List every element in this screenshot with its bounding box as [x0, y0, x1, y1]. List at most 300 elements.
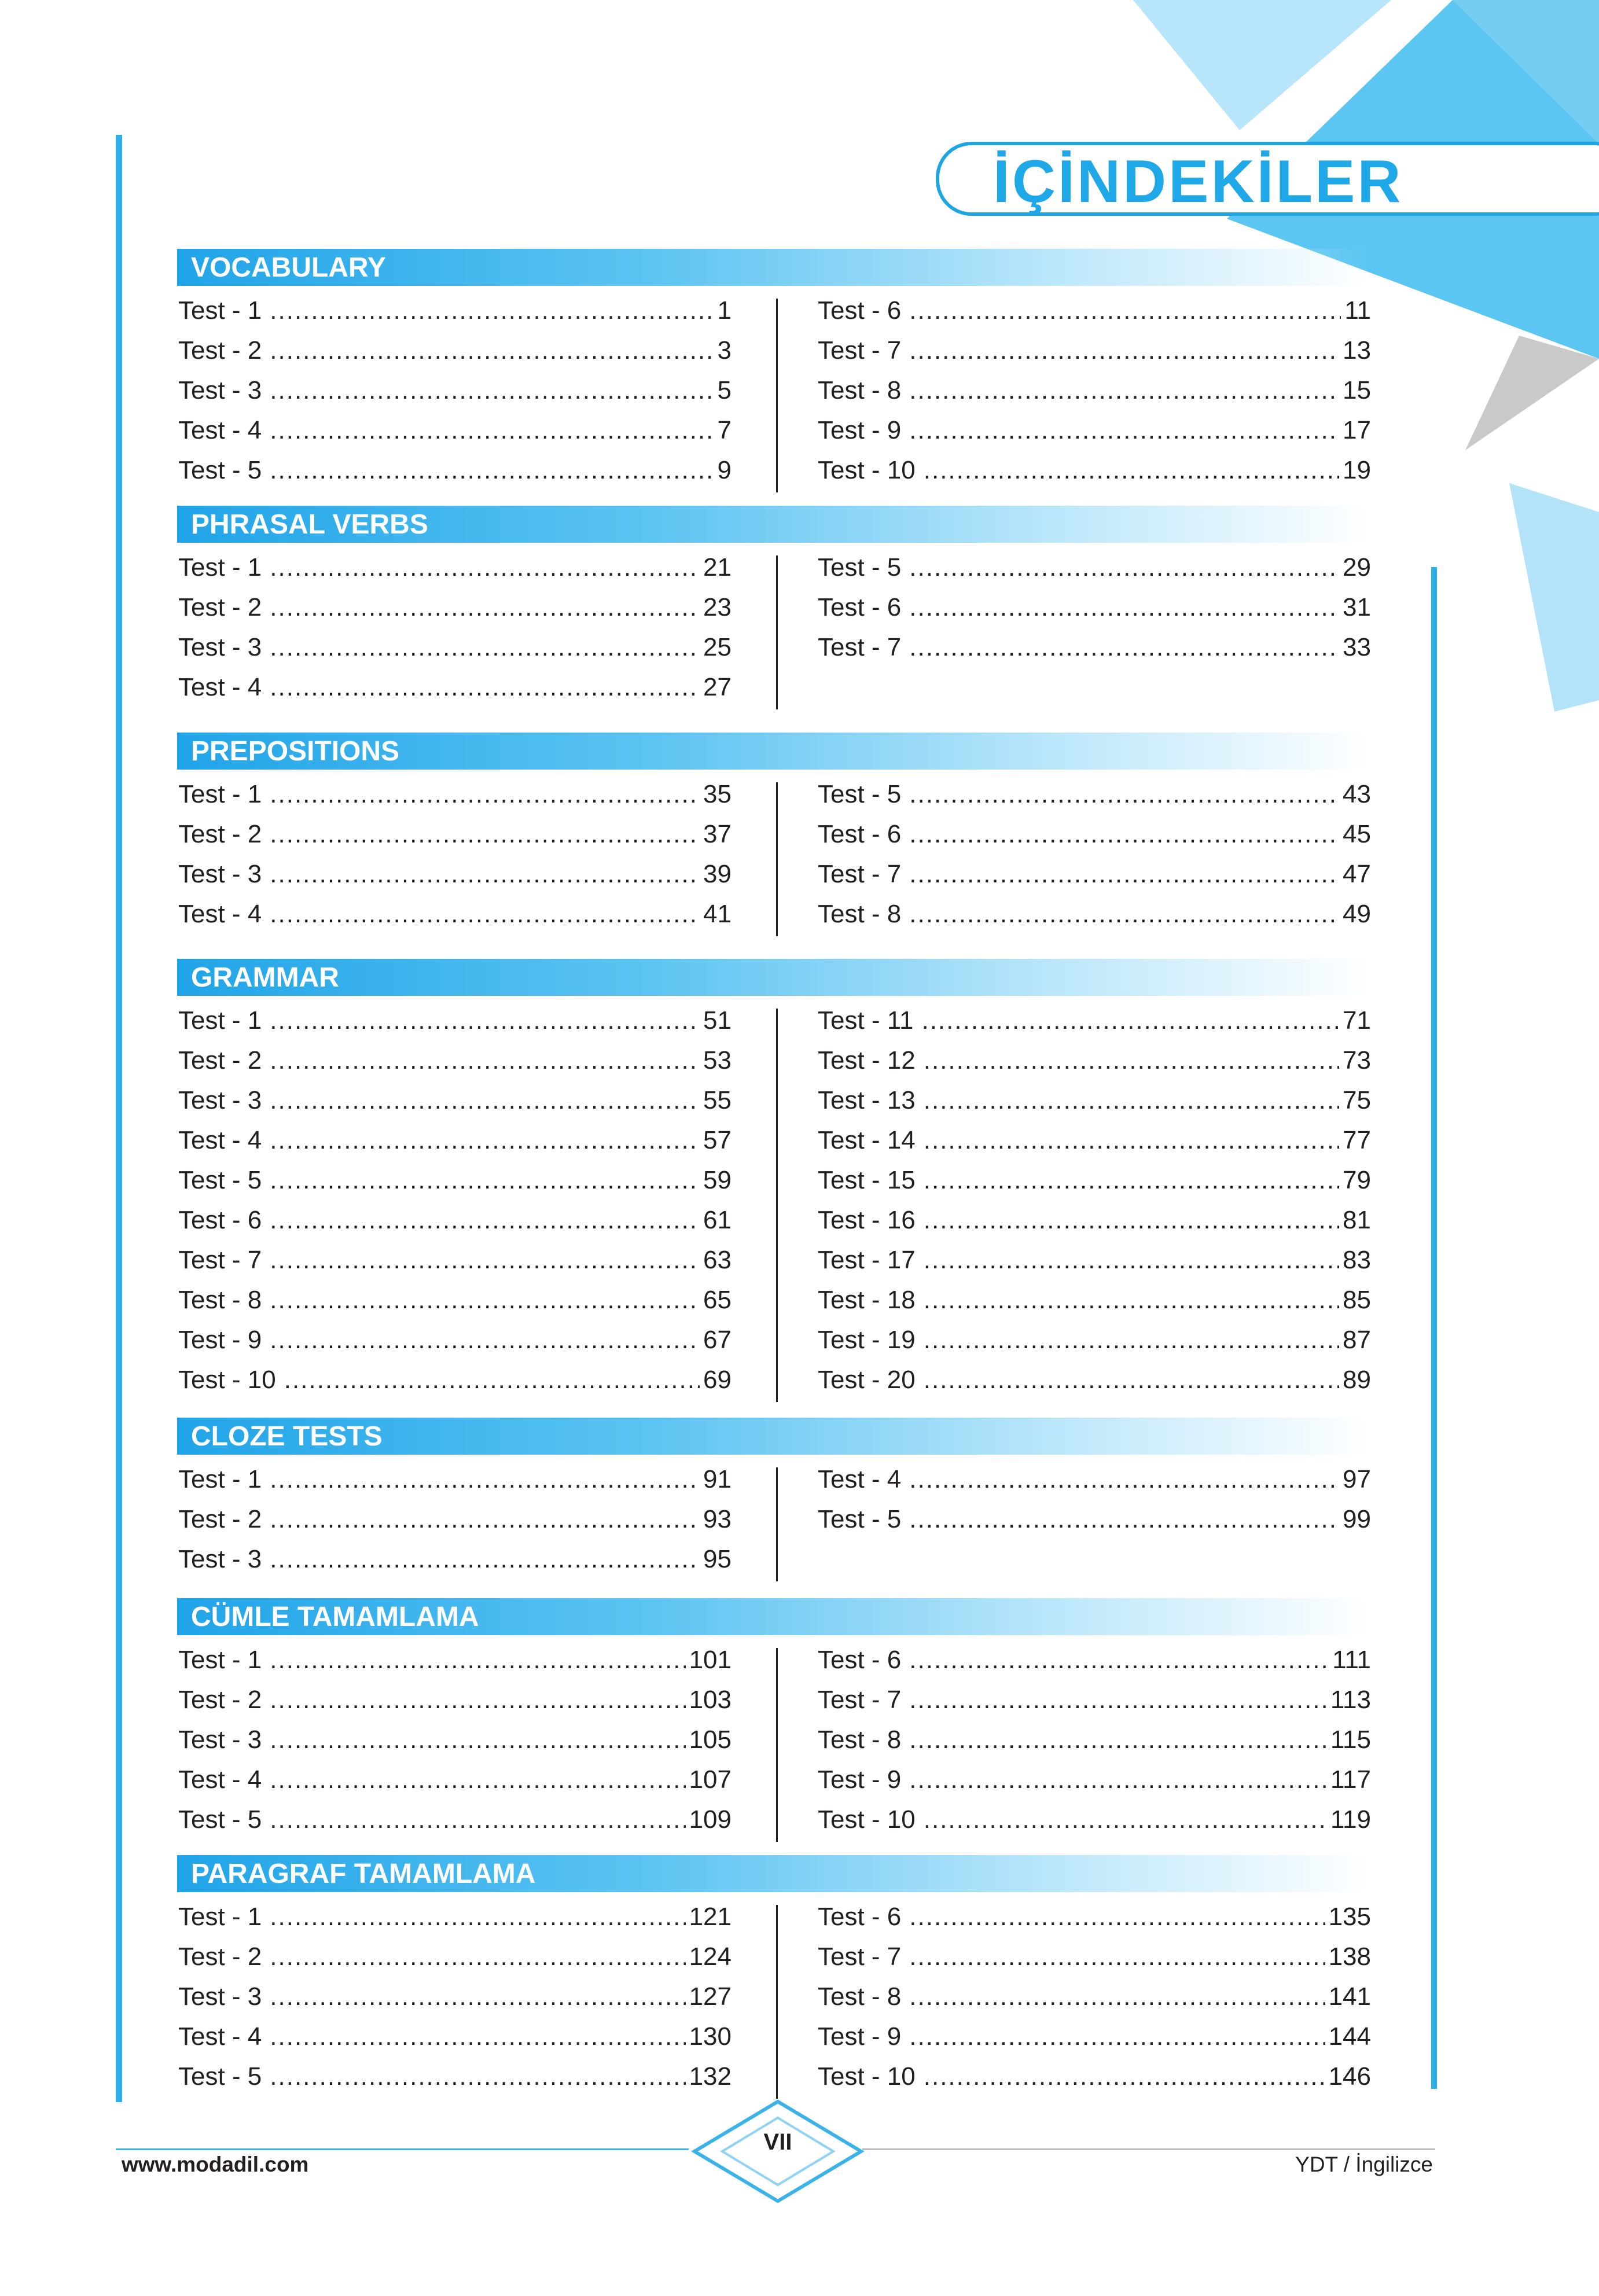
entry-label: Test - 6	[818, 1646, 902, 1674]
entry-page-number: 75	[1343, 1086, 1371, 1114]
entry-label: Test - 7	[818, 860, 902, 888]
entry-label: Test - 5	[178, 1166, 262, 1194]
dot-leader	[270, 1539, 700, 1579]
entry-page-number: 107	[689, 1765, 732, 1794]
section-title: PREPOSITIONS	[177, 733, 1369, 770]
dot-leader	[921, 1000, 1339, 1040]
entry-page-number: 47	[1343, 860, 1371, 888]
dot-leader	[909, 1897, 1325, 1937]
dot-leader	[909, 1499, 1339, 1539]
entry-page-number: 27	[703, 673, 732, 701]
dot-leader	[270, 1977, 685, 2017]
entry-label: Test - 5	[178, 456, 262, 484]
toc-entry[interactable]	[178, 2056, 732, 2096]
entry-label: Test - 14	[818, 1126, 916, 1154]
dot-leader	[924, 1040, 1339, 1080]
dot-leader	[270, 1280, 700, 1320]
entry-page-number: 3	[717, 336, 732, 365]
toc-entry[interactable]	[818, 2056, 1371, 2096]
entry-page-number: 103	[689, 1686, 732, 1714]
toc-column-left	[178, 547, 732, 707]
toc-column-right	[818, 547, 1371, 667]
toc-entry[interactable]	[818, 1897, 1371, 1937]
dot-leader	[270, 1320, 700, 1360]
entry-label: Test - 1	[178, 1646, 262, 1674]
entry-page-number: 141	[1328, 1982, 1371, 2011]
entry-page-number: 97	[1343, 1465, 1371, 1493]
right-light-triangle	[1509, 483, 1599, 712]
dot-leader	[909, 1937, 1325, 1977]
toc-entry[interactable]	[178, 1720, 732, 1760]
dot-leader	[270, 627, 700, 667]
entry-label: Test - 5	[818, 780, 902, 808]
dot-leader	[270, 1499, 700, 1539]
column-divider	[776, 1648, 778, 1842]
entry-label: Test - 8	[178, 1286, 262, 1314]
dot-leader	[270, 450, 714, 490]
toc-entry[interactable]	[818, 1280, 1371, 1320]
entry-page-number: 127	[689, 1982, 732, 2011]
entry-label: Test - 4	[178, 2022, 262, 2051]
entry-label: Test - 8	[818, 1725, 902, 1754]
entry-label: Test - 2	[178, 336, 262, 365]
toc-entry[interactable]	[178, 450, 732, 490]
toc-entry[interactable]	[818, 290, 1371, 330]
toc-entry[interactable]	[818, 627, 1371, 667]
entry-page-number: 45	[1343, 820, 1371, 848]
entry-page-number: 130	[689, 2022, 732, 2051]
toc-entry[interactable]	[178, 774, 732, 814]
entry-page-number: 81	[1343, 1206, 1371, 1234]
toc-entry[interactable]	[818, 1760, 1371, 1800]
toc-entry[interactable]	[818, 1499, 1371, 1539]
toc-section	[177, 733, 1369, 934]
entry-label: Test - 16	[818, 1206, 916, 1234]
dot-leader	[270, 1760, 685, 1800]
dot-leader	[270, 2056, 685, 2096]
toc-column-right	[818, 1897, 1371, 2096]
toc-entry[interactable]	[818, 814, 1371, 854]
dot-leader	[924, 1240, 1339, 1280]
entry-page-number: 11	[1344, 296, 1371, 325]
toc-entry[interactable]	[178, 1360, 732, 1400]
toc-entry[interactable]	[818, 854, 1371, 894]
toc-entry[interactable]	[818, 1040, 1371, 1080]
entry-page-number: 35	[703, 780, 732, 808]
toc-entry[interactable]	[178, 1160, 732, 1200]
column-divider	[776, 299, 778, 492]
entry-label: Test - 5	[178, 1805, 262, 1834]
dot-leader	[909, 1760, 1327, 1800]
entry-page-number: 19	[1343, 456, 1371, 484]
section-entries	[177, 1897, 1369, 2096]
entry-label: Test - 6	[178, 1206, 262, 1234]
entry-page-number: 121	[689, 1903, 732, 1931]
section-title: PARAGRAF TAMAMLAMA	[177, 1855, 1369, 1892]
toc-section	[177, 959, 1369, 1400]
entry-label: Test - 9	[818, 1765, 902, 1794]
toc-entry[interactable]	[178, 1499, 732, 1539]
entry-label: Test - 10	[818, 456, 916, 484]
section-title: CLOZE TESTS	[177, 1418, 1369, 1455]
toc-entry[interactable]	[818, 1160, 1371, 1200]
dot-leader	[270, 1720, 685, 1760]
entry-label: Test - 7	[818, 1942, 902, 1971]
dot-leader	[270, 1000, 700, 1040]
entry-label: Test - 3	[178, 1086, 262, 1114]
dot-leader	[270, 774, 700, 814]
toc-entry[interactable]	[818, 1080, 1371, 1120]
entry-label: Test - 8	[818, 900, 902, 928]
entry-label: Test - 1	[178, 296, 262, 325]
toc-entry[interactable]	[178, 1200, 732, 1240]
dot-leader	[924, 1160, 1339, 1200]
entry-page-number: 53	[703, 1046, 732, 1075]
toc-entry[interactable]	[818, 1360, 1371, 1400]
entry-page-number: 15	[1343, 376, 1371, 404]
entry-page-number: 146	[1328, 2062, 1371, 2091]
dot-leader	[909, 290, 1341, 330]
toc-entry[interactable]	[178, 1800, 732, 1839]
toc-entry[interactable]	[178, 1240, 732, 1280]
entry-page-number: 79	[1343, 1166, 1371, 1194]
entry-page-number: 5	[717, 376, 732, 404]
entry-page-number: 57	[703, 1126, 732, 1154]
dot-leader	[924, 2056, 1325, 2096]
entry-label: Test - 3	[178, 1982, 262, 2011]
entry-label: Test - 6	[818, 1903, 902, 1931]
toc-column-left	[178, 1000, 732, 1400]
entry-label: Test - 2	[178, 1046, 262, 1075]
toc-entry[interactable]	[818, 1240, 1371, 1280]
entry-page-number: 39	[703, 860, 732, 888]
dot-leader	[924, 1320, 1339, 1360]
entry-label: Test - 5	[818, 1505, 902, 1533]
dot-leader	[270, 814, 700, 854]
dot-leader	[270, 667, 700, 707]
toc-entry[interactable]	[818, 330, 1371, 370]
dot-leader	[909, 774, 1339, 814]
toc-entry[interactable]	[178, 667, 732, 707]
toc-entry[interactable]	[178, 814, 732, 854]
entry-label: Test - 11	[818, 1006, 914, 1035]
entry-label: Test - 1	[178, 1903, 262, 1931]
dot-leader	[909, 627, 1339, 667]
toc-entry[interactable]	[818, 1640, 1371, 1680]
toc-entry[interactable]	[818, 1937, 1371, 1977]
entry-label: Test - 6	[818, 296, 902, 325]
dot-leader	[270, 1640, 685, 1680]
book-title: YDT / İngilizce	[1295, 2152, 1433, 2176]
entry-label: Test - 4	[178, 1126, 262, 1154]
section-entries	[177, 290, 1369, 490]
entry-page-number: 13	[1343, 336, 1371, 365]
toc-entry[interactable]	[178, 1680, 732, 1720]
entry-page-number: 117	[1330, 1765, 1371, 1794]
dot-leader	[909, 854, 1339, 894]
entry-label: Test - 2	[178, 820, 262, 848]
dot-leader	[909, 370, 1339, 410]
toc-entry[interactable]	[818, 774, 1371, 814]
entry-page-number: 51	[703, 1006, 732, 1035]
grey-triangle	[1465, 336, 1599, 450]
dot-leader	[270, 1240, 700, 1280]
toc-entry[interactable]	[818, 1680, 1371, 1720]
toc-entry[interactable]	[178, 894, 732, 934]
entry-label: Test - 7	[818, 1686, 902, 1714]
entry-page-number: 49	[1343, 900, 1371, 928]
entry-label: Test - 3	[178, 633, 262, 661]
section-title: CÜMLE TAMAMLAMA	[177, 1598, 1369, 1635]
entry-label: Test - 5	[818, 553, 902, 582]
entry-page-number: 43	[1343, 780, 1371, 808]
entry-page-number: 105	[689, 1725, 732, 1754]
toc-entry[interactable]	[818, 1320, 1371, 1360]
column-divider	[776, 1009, 778, 1402]
toc-entry[interactable]	[818, 450, 1371, 490]
entry-page-number: 21	[703, 553, 732, 582]
dot-leader	[270, 587, 700, 627]
entry-label: Test - 4	[178, 416, 262, 444]
entry-label: Test - 13	[818, 1086, 916, 1114]
entry-page-number: 124	[689, 1942, 732, 1971]
dot-leader	[924, 1120, 1339, 1160]
dot-leader	[270, 1040, 700, 1080]
dot-leader	[270, 547, 700, 587]
toc-entry[interactable]	[818, 1120, 1371, 1160]
toc-entry[interactable]	[818, 370, 1371, 410]
entry-label: Test - 18	[818, 1286, 916, 1314]
dot-leader	[909, 1680, 1327, 1720]
entry-label: Test - 3	[178, 1725, 262, 1754]
entry-page-number: 23	[703, 593, 732, 621]
dot-leader	[270, 1937, 685, 1977]
dot-leader	[270, 2017, 685, 2056]
entry-page-number: 111	[1332, 1646, 1371, 1674]
toc-column-left	[178, 1459, 732, 1579]
toc-entry[interactable]	[178, 854, 732, 894]
toc-entry[interactable]	[818, 1459, 1371, 1499]
entry-label: Test - 2	[178, 593, 262, 621]
toc-entry[interactable]	[178, 1280, 732, 1320]
toc-column-left	[178, 1640, 732, 1839]
entry-page-number: 71	[1343, 1006, 1371, 1035]
toc-entry[interactable]	[178, 1320, 732, 1360]
dot-leader	[909, 410, 1339, 450]
entry-label: Test - 10	[818, 2062, 916, 2091]
toc-entry[interactable]	[178, 2017, 732, 2056]
dot-leader	[270, 1120, 700, 1160]
dot-leader	[909, 894, 1339, 934]
column-divider	[776, 555, 778, 709]
entry-page-number: 119	[1330, 1805, 1371, 1834]
toc-entry[interactable]	[178, 1977, 732, 2017]
dot-leader	[924, 1800, 1327, 1839]
entry-label: Test - 7	[818, 633, 902, 661]
entry-label: Test - 7	[178, 1246, 262, 1274]
toc-entry[interactable]	[818, 894, 1371, 934]
dot-leader	[909, 587, 1339, 627]
entry-label: Test - 19	[818, 1326, 916, 1354]
toc-entry[interactable]	[178, 290, 732, 330]
entry-page-number: 138	[1328, 1942, 1371, 1971]
dot-leader	[270, 1080, 700, 1120]
entry-label: Test - 3	[178, 376, 262, 404]
entry-label: Test - 10	[818, 1805, 916, 1834]
toc-entry[interactable]	[818, 410, 1371, 450]
dot-leader	[909, 2017, 1325, 2056]
dot-leader	[924, 1080, 1339, 1120]
entry-page-number: 61	[703, 1206, 732, 1234]
toc-entry[interactable]	[178, 1120, 732, 1160]
entry-label: Test - 20	[818, 1366, 916, 1394]
entry-label: Test - 4	[178, 900, 262, 928]
toc-entry[interactable]	[178, 1897, 732, 1937]
toc-column-right	[818, 1000, 1371, 1400]
toc-entry[interactable]	[818, 587, 1371, 627]
entry-page-number: 25	[703, 633, 732, 661]
entry-page-number: 93	[703, 1505, 732, 1533]
entry-page-number: 135	[1328, 1903, 1371, 1931]
dot-leader	[909, 330, 1339, 370]
entry-label: Test - 8	[818, 376, 902, 404]
entry-page-number: 113	[1330, 1686, 1371, 1714]
dot-leader	[909, 814, 1339, 854]
entry-page-number: 144	[1328, 2022, 1371, 2051]
toc-entry[interactable]	[178, 1459, 732, 1499]
dot-leader	[284, 1360, 700, 1400]
entry-page-number: 29	[1343, 553, 1371, 582]
toc-column-left	[178, 1897, 732, 2096]
toc-entry[interactable]	[178, 1539, 732, 1579]
entry-page-number: 67	[703, 1326, 732, 1354]
toc-section	[177, 249, 1369, 490]
toc-entry[interactable]	[818, 547, 1371, 587]
entry-label: Test - 3	[178, 860, 262, 888]
entry-label: Test - 8	[818, 1982, 902, 2011]
dot-leader	[909, 1459, 1339, 1499]
entry-page-number: 41	[703, 900, 732, 928]
toc-entry[interactable]	[178, 1760, 732, 1800]
footer-line-right	[862, 2148, 1435, 2150]
toc-entry[interactable]	[178, 370, 732, 410]
column-divider	[776, 1467, 778, 1581]
entry-label: Test - 7	[818, 336, 902, 365]
entry-page-number: 37	[703, 820, 732, 848]
dot-leader	[270, 854, 700, 894]
dot-leader	[909, 1720, 1327, 1760]
toc-section	[177, 1598, 1369, 1839]
section-title: VOCABULARY	[177, 249, 1369, 286]
entry-label: Test - 2	[178, 1686, 262, 1714]
entry-label: Test - 2	[178, 1942, 262, 1971]
entry-label: Test - 1	[178, 1465, 262, 1493]
dot-leader	[924, 1280, 1339, 1320]
section-title: PHRASAL VERBS	[177, 506, 1369, 543]
dot-leader	[270, 894, 700, 934]
footer-line-left	[116, 2148, 689, 2150]
toc-entry[interactable]	[178, 547, 732, 587]
website-url: www.modadil.com	[122, 2152, 309, 2176]
entry-label: Test - 1	[178, 553, 262, 582]
entry-page-number: 73	[1343, 1046, 1371, 1075]
toc-entry[interactable]	[178, 1080, 732, 1120]
section-title: GRAMMAR	[177, 959, 1369, 996]
left-accent-bar	[116, 135, 122, 2102]
entry-page-number: 1	[717, 296, 732, 325]
entry-page-number: 83	[1343, 1246, 1371, 1274]
page-number: VII	[763, 2129, 792, 2155]
dot-leader	[924, 1360, 1339, 1400]
toc-entry[interactable]	[818, 1720, 1371, 1760]
entry-label: Test - 1	[178, 1006, 262, 1035]
entry-page-number: 115	[1330, 1725, 1371, 1754]
dot-leader	[270, 1800, 685, 1839]
entry-page-number: 77	[1343, 1126, 1371, 1154]
toc-entry[interactable]	[818, 2017, 1371, 2056]
toc-entry[interactable]	[818, 1800, 1371, 1839]
entry-page-number: 9	[717, 456, 732, 484]
dot-leader	[270, 290, 714, 330]
entry-label: Test - 9	[818, 416, 902, 444]
toc-entry[interactable]	[178, 1000, 732, 1040]
toc-entry[interactable]	[178, 1937, 732, 1977]
toc-column-left	[178, 290, 732, 490]
toc-entry[interactable]	[818, 1000, 1371, 1040]
entry-label: Test - 6	[818, 593, 902, 621]
section-entries	[177, 774, 1369, 934]
entry-label: Test - 10	[178, 1366, 276, 1394]
dot-leader	[270, 410, 714, 450]
entry-page-number: 7	[717, 416, 732, 444]
toc-section	[177, 1855, 1369, 2096]
toc-column-right	[818, 1640, 1371, 1839]
toc-entry[interactable]	[818, 1200, 1371, 1240]
section-entries	[177, 1000, 1369, 1400]
toc-entry[interactable]	[178, 330, 732, 370]
entry-page-number: 109	[689, 1805, 732, 1834]
column-divider	[776, 782, 778, 936]
right-accent-bar	[1431, 567, 1437, 2089]
entry-label: Test - 5	[178, 2062, 262, 2091]
dot-leader	[270, 330, 714, 370]
dot-leader	[270, 1680, 685, 1720]
section-entries	[177, 1640, 1369, 1839]
toc-entry[interactable]	[178, 410, 732, 450]
entry-label: Test - 6	[818, 820, 902, 848]
entry-page-number: 101	[689, 1646, 732, 1674]
entry-page-number: 85	[1343, 1286, 1371, 1314]
toc-entry[interactable]	[178, 627, 732, 667]
entry-page-number: 99	[1343, 1505, 1371, 1533]
section-entries	[177, 1459, 1369, 1579]
entry-label: Test - 17	[818, 1246, 916, 1274]
entry-page-number: 17	[1343, 416, 1371, 444]
entry-page-number: 59	[703, 1166, 732, 1194]
entry-page-number: 33	[1343, 633, 1371, 661]
toc-entry[interactable]	[178, 1640, 732, 1680]
dot-leader	[909, 1977, 1325, 2017]
section-entries	[177, 547, 1369, 707]
entry-page-number: 132	[689, 2062, 732, 2091]
toc-entry[interactable]	[818, 1977, 1371, 2017]
entry-label: Test - 12	[818, 1046, 916, 1075]
toc-entry[interactable]	[178, 1040, 732, 1080]
toc-entry[interactable]	[178, 587, 732, 627]
dot-leader	[270, 1160, 700, 1200]
dot-leader	[909, 547, 1339, 587]
dot-leader	[924, 1200, 1339, 1240]
